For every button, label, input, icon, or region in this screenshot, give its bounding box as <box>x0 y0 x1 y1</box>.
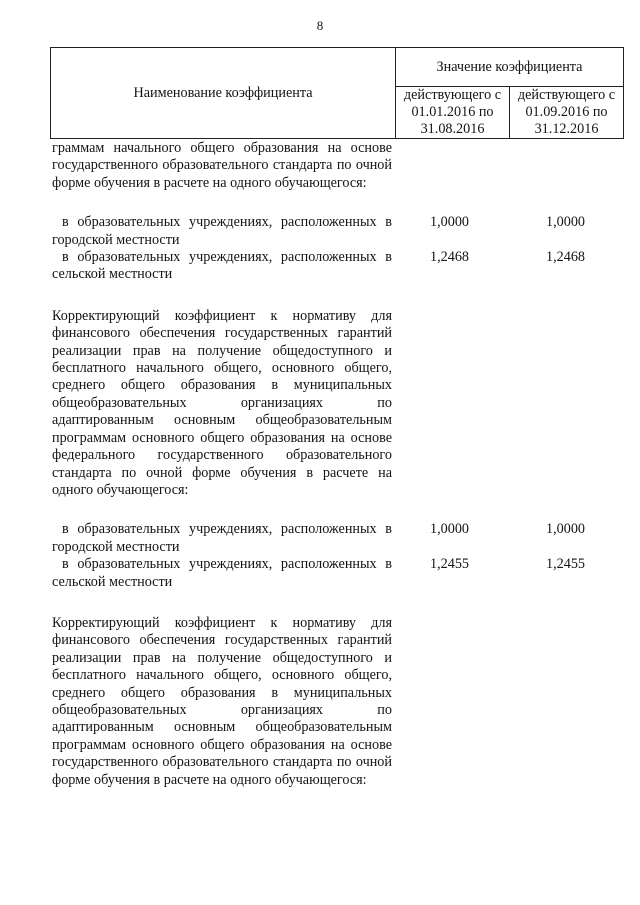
table-header <box>50 47 624 139</box>
row-label: в образовательных учреждениях, расположенных в сельской местности <box>52 556 392 590</box>
row-value-period-2: 1,0000 <box>545 214 585 231</box>
table-row <box>52 556 632 591</box>
table-row <box>52 521 632 556</box>
table-body <box>52 140 632 789</box>
row-value-period-2: 1,2455 <box>545 556 585 573</box>
table-row <box>52 249 632 284</box>
row-value-period-1: 1,0000 <box>429 521 469 538</box>
row-label: в образовательных учреждениях, расположенных в городской местности <box>52 214 392 248</box>
row-value-period-2: 1,0000 <box>545 521 585 538</box>
table-row <box>52 214 632 249</box>
row-value-period-2: 1,2468 <box>545 249 585 266</box>
section-description: Корректирующий коэффициент к нормативу для финансового обеспечения государственных гарантий реализации прав на получение общедоступного и бесплатного начального общего, основного общего, среднего общего образования в муниципальных общеобразовательных организациях по адаптированным основным общеобразовательным программам основного общего образования на основе федерального государственного образовательного стандарта по очной форме обучения в расчете на одного обучающегося: <box>52 307 392 498</box>
period-2-header: действующего с 01.09.2016 по 31.12.2016 <box>510 87 624 139</box>
row-label: в образовательных учреждениях, расположенных в сельской местности <box>52 249 392 283</box>
page-number: 8 <box>316 18 324 33</box>
row-value-period-1: 1,2468 <box>429 249 469 266</box>
period-1-header: действующего с 01.01.2016 по 31.08.2016 <box>396 87 510 139</box>
coefficient-value-header: Значение коэффициента <box>396 48 624 87</box>
section-description: Корректирующий коэффициент к нормативу для финансового обеспечения государственных гарантий реализации прав на получение общедоступного и бесплатного начального общего, основного общего, среднего общего образования в муниципальных общеобразовательных организациях по адаптированным основным общеобразовательным программам основного общего образования на основе государственного образовательного стандарта по очной форме обучения в расчете на одного обучающегося: <box>52 614 392 788</box>
row-label: в образовательных учреждениях, расположенных в городской местности <box>52 521 392 555</box>
section-description: граммам начального общего образования на основе государственного образовательного стандарта по очной форме обучения в расчете на одного обучающегося: <box>52 140 392 191</box>
row-value-period-1: 1,0000 <box>429 214 469 231</box>
row-value-period-1: 1,2455 <box>429 556 469 573</box>
coefficient-name-header: Наименование коэффициента <box>51 48 396 139</box>
